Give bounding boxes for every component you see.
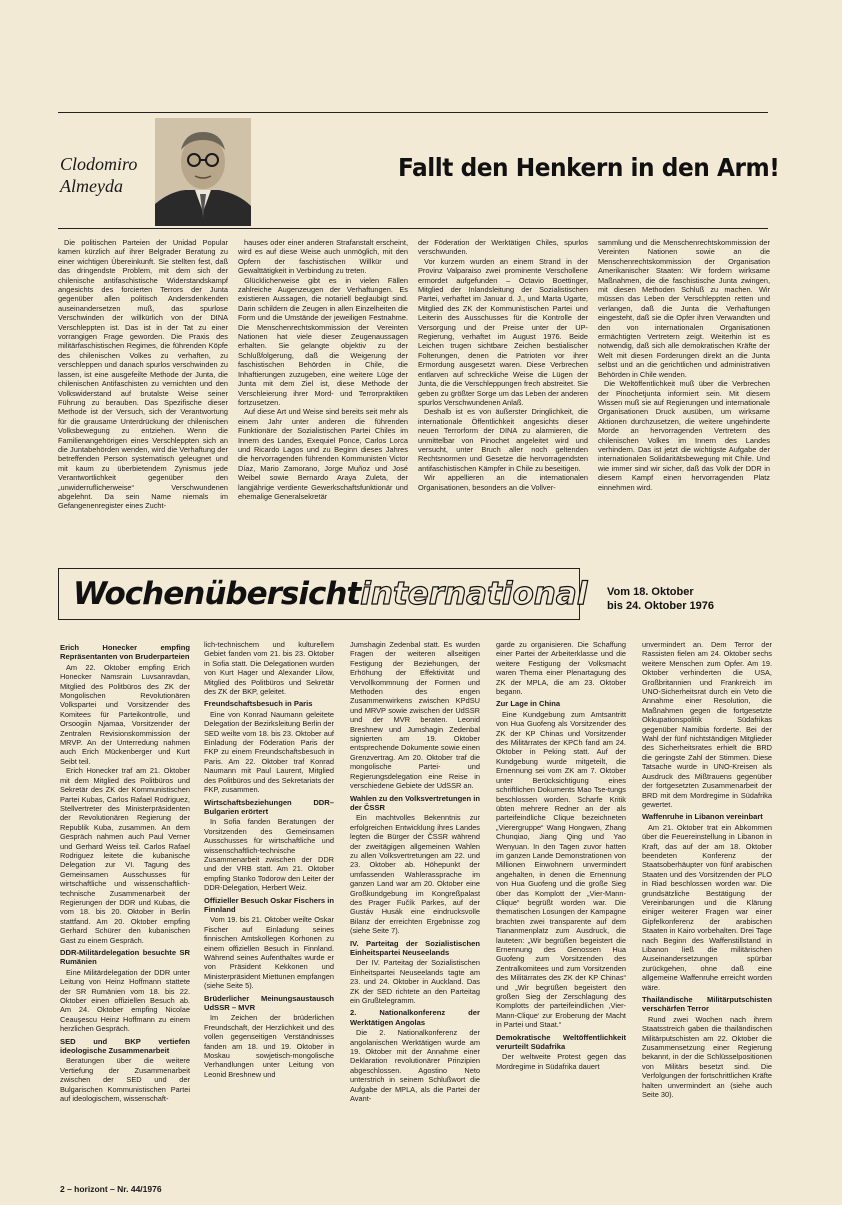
article-column [58, 238, 228, 556]
paragraph: garde zu organisieren. Die Schaffung einer Partei der Arbeiterklasse und die weitere Festigung der Volksmacht waren Thema einer Plenartagung des ZK der MPLA, die am 23. Oktober begann. [496, 640, 626, 697]
paragraph: Eine Kundgebung zum Amtsantritt von Hua Guofeng als Vorsitzender des ZK der KP Chinas und Vorsitzender des Militärrates der KPCh fand am 24. Oktober in Peking statt. Auf der Kundgebung wurde mitgeteilt, die Ernennung sei vom ZK am 7. Oktober unter Berücksichtigung eines schriftlichen Dokuments Mao Tse-tungs beschlossen worden. Scharfe Kritik übten mehrere Redner an der als parteifeindliche Clique bezeichneten „Vierergruppe“ Wang Hongwen, Zhang Chunqiao, Jiang Qing und Yao Wenyuan. In den Tagen zuvor hatten im ganzen Lande Demonstrationen von Millionen Einwohnern unvermindert angehalten, in denen die Ernennung von Hua Guofeng und die große Sieg über das Komplott der „Vier-Mann-Clique“ begrüßt worden war. Die thematischen Losungen der Kampagne brachten zwei transparente auf dem Tiananmenplatz zum Ausdruck, die lauteten: „Wir begrüßen begeistert die Ernennung des Genossen Hua Guofeng zum Vorsitzenden des Zentralkomitees und zum Vorsitzenden des Militärrates des ZK der KP Chinas“ und „Wir begrüßen begeistert den großen Sieg der Zerschlagung des Komplotts der parteifeindlichen ‚Vier-Mann-Clique‘ zur Eroberung der Macht in Partei und Staat.“ [496, 709, 626, 1030]
news-heading: Zur Lage in China [496, 699, 561, 709]
paragraph: Im Zeichen der brüderlichen Freundschaft, der Herzlichkeit und des vollen gegenseitigen Verständnisses fanden am 18. und 19. Oktober in Moskau sowjetisch-mongolische Verhandlungen unter Leitung von Leonid Breshnew und [204, 1013, 334, 1079]
paragraph: Die 2. Nationalkonferenz der angolanischen Werktätigen wurde am 19. Oktober mit der Annahme einer Deklaration revolutionärer Prinzipien abgeschlossen. Agostino Neto unterstrich in seinem Schlußwort die Aufgabe der MPLA, als die Partei der Avant- [350, 1028, 480, 1104]
paragraph: Der IV. Parteitag der Sozialistischen Einheitspartei Neuseelands tagte am 23. und 24. Oktober in Auckland. Das ZK der SED richtete an den Parteitag ein Grußtelegramm. [350, 958, 480, 1006]
news-column [642, 640, 772, 1180]
paragraph: Vom 19. bis 21. Oktober weilte Oskar Fischer auf Einladung seines finnischen Amtskollegen Korhonen zu einem offiziellen Besuch in Finnland. Während seines Aufenthaltes wurde er von Präsident Kekkonen und Ministerpräsident Miettunen empfangen (siehe Seite 5). [204, 915, 334, 991]
news-column [60, 640, 190, 1180]
paragraph: Beratungen über die weitere Vertiefung der Zusammenarbeit zwischen der SED und der Bulgarischen Kommunistischen Partei auf ideologischem, wissenschaft- [60, 1056, 190, 1104]
banner-title-part-1: Wochenübersicht [73, 576, 361, 612]
news-heading: Demokratische Weltöffentlichkeit verurteilt Südafrika [496, 1032, 626, 1052]
news-heading: Brüderlicher Meinungsaustausch UdSSR – MVR [204, 993, 334, 1013]
article-column [418, 238, 588, 556]
paragraph: In Sofia fanden Beratungen der Vorsitzenden des Gemeinsamen Ausschusses für wirtschaftliche und wissenschaftlich-technische Zusammenarbeit zwischen der DDR und der VRB statt. Am 21. Oktober empfing Stanko Todorow den Leiter der DDR-Delegation, Herbert Weiz. [204, 817, 334, 893]
top-rule [58, 112, 768, 113]
banner-title [73, 576, 587, 612]
paragraph: Erich Honecker traf am 21. Oktober mit dem Mitglied des Politbüros und Sekretär des ZK der Kommunistischen Partei Kubas, Carlos Rafael Rodriguez, Stellvertreter des Ministerpräsidenten der Revolutionären Regierung der Republik Kuba, zusammen. An dem Gespräch nahmen auch Paul Verner und Gerhard Weiss teil. Carlos Rafael Rodriguez leitete die kubanische Delegation zur VI. Tagung des Gemeinsamen Ausschusses für wirtschaftliche und wissenschaftlich-technische Zusammenarbeit der Regierungen der DDR und Kubas, die vom 18. bis 20. Oktober in Berlin stattfand. Am 20. Oktober empfing Gerhard Schürer den kubanischen Gast zu einem Gespräch. [60, 766, 190, 945]
paragraph: Eine Militärdelegation der DDR unter Leitung von Heinz Hoffmann stattete der SR Rumänien vom 18. bis 22. Oktober einen offiziellen Besuch ab. Am 24. Oktober empfing Nicolae Ceauşescu Heinz Hoffmann zu einem herzlichen Gespräch. [60, 967, 190, 1034]
news-column [350, 640, 480, 1180]
page-footer: 2 – horizont – Nr. 44/1976 [60, 1184, 162, 1194]
weekly-review-banner [58, 568, 588, 620]
news-heading: Thailändische Militärputschisten verschärfen Terror [642, 995, 772, 1014]
paragraph: Ein machtvolles Bekenntnis zur erfolgreichen Entwicklung ihres Landes legten die Bürger der ČSSR während der zweitägigen allgemeinen Wahlen zu allen Volksvertretungen am 22. und 23. Oktober ab. Höhepunkt der umfassenden Wahlerassprache im ganzen Land war am 20. Oktober eine Großkundgebung im Kongreßpalast des Prager Fučík Parkes, auf der Gustáv Husák eine eindrucksvolle Bilanz der erreichten Ergebnisse zog (siehe Seite 7). [350, 813, 480, 936]
article-headline: Fallt den Henkern in den Arm! [398, 153, 780, 182]
paragraph: Eine von Konrad Naumann geleitete Delegation der Bezirksleitung Berlin der SED weilte vom 18. bis 23. Oktober auf Einladung der Föderation Paris der FKP zu einem Freundschaftsbesuch in Paris. Am 22. Oktober traf Konrad Naumann mit Paul Laurent, Mitglied des Politbüros und des Sekretariats der FKP, zusammen. [204, 709, 334, 795]
paragraph: sammlung und die Menschenrechtskommission der Vereinten Nationen sowie an die Menschenrechtskommission der Organisation Amerikanischer Staaten: Wir fordern wirksame Maßnahmen, die die faschistische Junta zwingen, mit diesen Methoden Schluß zu machen. Wir müssen das Leben der Verschleppten retten und verlangen, daß die Junta die Verhaftungen eingesteht, daß sie die Opfer ihren Verwandten und den von internationalen Organisationen ermächtigten Vertretern zeigt. Weiterhin ist es notwendig, daß sich alle demokratischen Kräfte der Welt mit diesen Forderungen direkt an die Junta selbst und an die gerichtlichen und administrativen Behörden in Chile wenden. [598, 238, 770, 379]
banner-title-part-2: international [360, 576, 588, 612]
paragraph: Wir appellieren an die internationalen Organisationen, besonders an die Vollver- [418, 473, 588, 492]
news-heading: Wahlen zu den Volksvertretungen in der ČSSR [350, 793, 480, 812]
paragraph: unvermindert an. Dem Terror der Rassisten fielen am 24. Oktober sechs weitere Menschen zum Opfer. Am 19. Oktober verhinderten die USA, Großbritannien und Frankreich im UNO-Sicherheitsrat durch ein Veto die Annahme einer Resolution, die Maßnahmen gegen die fortgesetzte Okkupationspolitik Südafrikas gegenüber Namibia forderte. Bei der Wahl der fünf nichtständigen Mitglieder des Sicherheitsrates erhielt die BRD die geringste Zahl der Stimmen. Diese Tatsache wurde in UNO-Kreisen als Ausdruck des Mißtrauens gegenüber der fortgesetzten Zusammenarbeit der BRD mit dem Mordregime in Südafrika gewertet. [642, 640, 772, 809]
paragraph: lich-technischem und kulturellem Gebiet fanden vom 21. bis 23. Oktober in Sofia statt. Die Delegationen wurden von Kurt Hager und Alexander Lilow, Mitglied des Politbüros und Sekretär des ZK der BKP, geleitet. [204, 640, 334, 697]
paragraph: Die Weltöffentlichkeit muß über die Verbrechen der Pinochetjunta informiert sein. Mit diesem Wissen muß sie auf Regierungen und internationale Organisationen Druck ausüben, um wirksame Aktionen durchzusetzen, die weitere ungehinderte Morde an hervorragenden Vertretern des chilenischen Volkes im Innern des Landes verhindern. Das ist jetzt die wichtigste Aufgabe der internationalen Solidaritätsbewegung mit Chile. Und wie immer sind wir sicher, daß das Volk der DDR in diesem Kampf einen hervorragenden Platz einnehmen wird. [598, 379, 770, 492]
paragraph: Auf diese Art und Weise sind bereits seit mehr als einem Jahr unter anderen die führenden Funktionäre der Sozialistischen Partei Chiles im Innern des Landes, Exequiel Ponce, Carlos Lorca und Ricardo Lagos und zu Beginn dieses Jahres die hervorragenden führenden Kommunisten Victor Díaz, Mario Zamorano, Jorge Muñoz und José Weibel sowie Bernardo Araya Zuleta, der langjährige verdiente Gewerkschaftsfunktionär und ehemalige Generalsekretär [238, 407, 408, 501]
paragraph: Vor kurzem wurden an einem Strand in der Provinz Valparaiso zwei prominente Verschollene ermordet aufgefunden – Octavio Boettinger, Mitglied der Inlandsleitung der Sozialistischen Partei, verhaftet im Januar d. J., und Marta Ugarte, Mitglied des ZK der Kommunistischen Partei und Leiterin des Ausschusses für die Kontrolle der Versorgung und der Preise unter der UP-Regierung, verhaftet im August 1976. Beide Leichen trugen sichtbare Zeichen bestialischer Folterungen, denen die Patrioten vor ihrer Ermordung ausgesetzt waren. Diese Verbrechen entlarven auf schreckliche Weise die Lügen der Junta, die die Verschleppungen frech abstreitet. Sie geben zu größter Sorge um das Leben der anderen spurlos Verschwundenen Anlaß. [418, 256, 588, 407]
news-heading: 2. Nationalkonferenz der Werktätigen Angolas [350, 1008, 480, 1027]
paragraph: Am 21. Oktober trat ein Abkommen über die Feuereinstellung in Libanon in Kraft, das auf der am 18. Oktober beendeten Konferenz der Staatsoberhäupter von fünf arabischen Staaten und des Vorsitzenden der PLO in Riad beschlossen worden war. Die grundsätzliche Bestätigung der Vereinbarungen und die Klärung einiger weiterer Fragen war einer Gipfelkonferenz der arabischen Staaten in Kairo vorbehalten. Drei Tage nach Beginn des Waffenstillstand in Libanon ließ die militärischen Auseinandersetzungen spürbar zurückgehen, ohne daß eine allgemeine Waffenruhe erreicht worden wäre. [642, 822, 772, 992]
paragraph: Rund zwei Wochen nach ihrem Staatsstreich gaben die thailändischen Militärputschisten am 22. Oktober die Zusammensetzung einer Regierung bekannt, in der die Schlüsselpositionen von Militärs besetzt sind. Die Verfolgungen der fortschrittlichen Kräfte halten unvermindert an (siehe auch Seite 30). [642, 1014, 772, 1100]
date-line-1: Vom 18. Oktober [607, 586, 694, 598]
paragraph: der Föderation der Werktätigen Chiles, spurlos verschwunden. [418, 238, 588, 257]
date-range [607, 585, 714, 613]
author-portrait [155, 118, 251, 226]
paragraph: Jumshagin Zedenbal statt. Es wurden Fragen der weiteren allseitigen Festigung der Beziehungen, der Erhöhung der Effektivität und Vervollkommnung der Formen und Methoden des engen Zusammenwirkens zwischen KPdSU und MRVP sowie zwischen der UdSSR und der MVR beraten. Leonid Breshnew und Jumshagin Zedenbal signierten am 19. Oktober entsprechende Dokumente sowie einen Grenzvertrag. Am 20. Oktober traf die mongolische Partei- und Regierungsdelegation eine Reise in verschiedene Gebiete der UdSSR an. [350, 640, 480, 791]
news-heading: DDR-Militärdelegation besuchte SR Rumänien [60, 948, 190, 967]
author-name: Clodomiro Almeyda [60, 154, 138, 196]
paragraph: Der weltweite Protest gegen das Mordregime in Südafrika dauert [496, 1052, 626, 1071]
date-line-2: bis 24. Oktober 1976 [607, 600, 714, 612]
news-heading: Erich Honecker empfing Repräsentanten von Bruderparteien [60, 643, 190, 662]
news-heading: Freundschaftsbesuch in Paris [204, 699, 313, 709]
paragraph: Deshalb ist es von äußerster Dringlichkeit, die internationale Öffentlichkeit angesichts dieser neuen Terrorform der DINA zu alarmieren, die unmittelbar von Pinochet angeleitet wird und versucht, unter Bruch aller noch geltenden Rechtsnormen und Gesetze die hervorragendsten antifaschistischen Kämpfer in Chile zu beseitigen. [418, 407, 588, 473]
paragraph: Am 22. Oktober empfing Erich Honecker Namsrain Luvsanravdan, Mitglied des Politbüros des ZK der Mongolischen Revolutionären Volkspartei und Vorsitzender des Komitees für Parteikontrolle, und Orsoogiin Njamaa, Vorsitzender der Zentralen Revisionskommission der MRVP. An der Unterredung nahmen auch Erich Mückenberger und Kurt Seibt teil. [60, 662, 190, 766]
news-heading: SED und BKP vertiefen ideologische Zusammenarbeit [60, 1036, 190, 1056]
news-column [496, 640, 626, 1180]
paragraph: hauses oder einer anderen Strafanstalt erscheint, wird es auf diese Weise auch unmöglich, mit den Opfern der faschistischen Willkür und Gewalttätigkeit in Verbindung zu treten. [238, 238, 408, 276]
headline-rule [58, 228, 768, 229]
news-heading: Wirtschaftsbeziehungen DDR–Bulgarien erörtert [204, 797, 334, 816]
news-column [204, 640, 334, 1180]
article-column [238, 238, 408, 556]
paragraph: Die politischen Parteien der Unidad Popular kamen kürzlich auf ihrer Belgrader Beratung zu einer wichtigen Übereinkunft. Sie stellten fest, daß das dringendste Problem, mit dem sich der chilenische antifaschistische Widerstandskampf angesichts des forcierten Terrors der Junta gegenüber allen politisch Andersdenkenden auseinandersetzen muß, das spurlose Verschwinden der willkürlich von der DINA Verschleppten ist. Das ist in der Tat zu einer vorrangigen Frage geworden. Die Praxis des militärfaschistischen Regimes, die führenden Köpfe des chilenischen Volkes zu verhaften, zu verschleppen und danach spurlos verschwinden zu lassen, ist eine ausgefeilte Methode der Junta, die chilenischen Antifaschisten zu vernichten und den Volkswiderstand auf brutalste Weise seiner Führung zu berauben. Das Spezifische dieser Methode ist der Versuch, sich der Verantwortung für die grausame Unterdrückung der chilenischen Volksbewegung zu entziehen. Wenn die Familienangehörigen eines Verschleppten sich an die Juntabehörden wenden, wird die Verhaftung der betreffenden Person systematisch geleugnet und mit kaum zu überbietendem Zynismus jede Verantwortlichkeit gegenüber den „unwiderruflicherweise“ Verschwundenen abgelehnt. Da sein Name niemals im Gefangenenregister eines Zucht- [58, 238, 228, 511]
paragraph: Glücklicherweise gibt es in vielen Fällen zahlreiche Augenzeugen der Verhaftungen. Es existieren Aussagen, die notariell beglaubigt sind. Darin schildern die Zeugen in allen Einzelheiten die Form und die Umstände der jeweiligen Festnahme. Die Menschenrechtskommission der Vereinten Nationen hat viele dieser Zeugenaussagen erhalten. Sie gelangte objektiv zu der Schlußfolgerung, daß die Weigerung der faschistischen Behörden in Chile, die Inhaftierungen zuzugeben, eine weitere Lüge der Junta mit dem Ziel ist, diese Methode der Verschleierung ihrer Mord- und Terrorpraktiken fortzusetzen. [238, 275, 408, 407]
news-heading: Offizieller Besuch Oskar Fischers in Finnland [204, 895, 334, 914]
article-column [598, 238, 770, 556]
news-heading: IV. Parteitag der Sozialistischen Einheitspartei Neuseelands [350, 938, 480, 957]
news-heading: Waffenruhe in Libanon vereinbart [642, 812, 763, 822]
